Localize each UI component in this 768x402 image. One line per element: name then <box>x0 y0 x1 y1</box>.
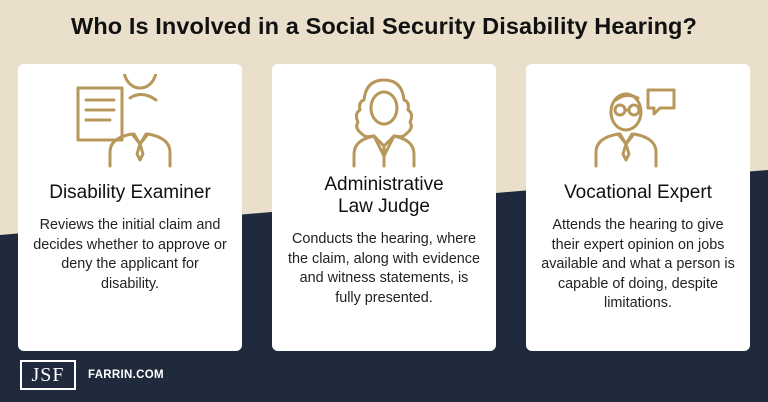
page-title: Who Is Involved in a Social Security Disability Hearing? <box>71 13 697 39</box>
card-body: Attends the hearing to give their expert opinion on jobs available and what a person is capable of doing, despite limitations. <box>541 217 735 311</box>
expert-icon <box>526 74 750 172</box>
card-vocational-expert <box>526 64 750 351</box>
card-heading: Disability Examiner <box>49 182 211 203</box>
site-link[interactable]: FARRIN.COM <box>88 369 164 381</box>
card-heading: Vocational Expert <box>564 182 712 203</box>
examiner-icon <box>18 74 242 172</box>
card-body: Conducts the hearing, where the claim, along with evidence and witness statements, is fully presented. <box>288 231 480 306</box>
card-heading: Administrative Law Judge <box>324 174 444 217</box>
card-body: Reviews the initial claim and decides whether to approve or deny the applicant for disability. <box>33 217 227 292</box>
judge-icon <box>272 74 496 172</box>
card-disability-examiner <box>18 64 242 351</box>
card-administrative-law-judge <box>272 64 496 351</box>
jsf-logo: JSF <box>20 360 76 390</box>
